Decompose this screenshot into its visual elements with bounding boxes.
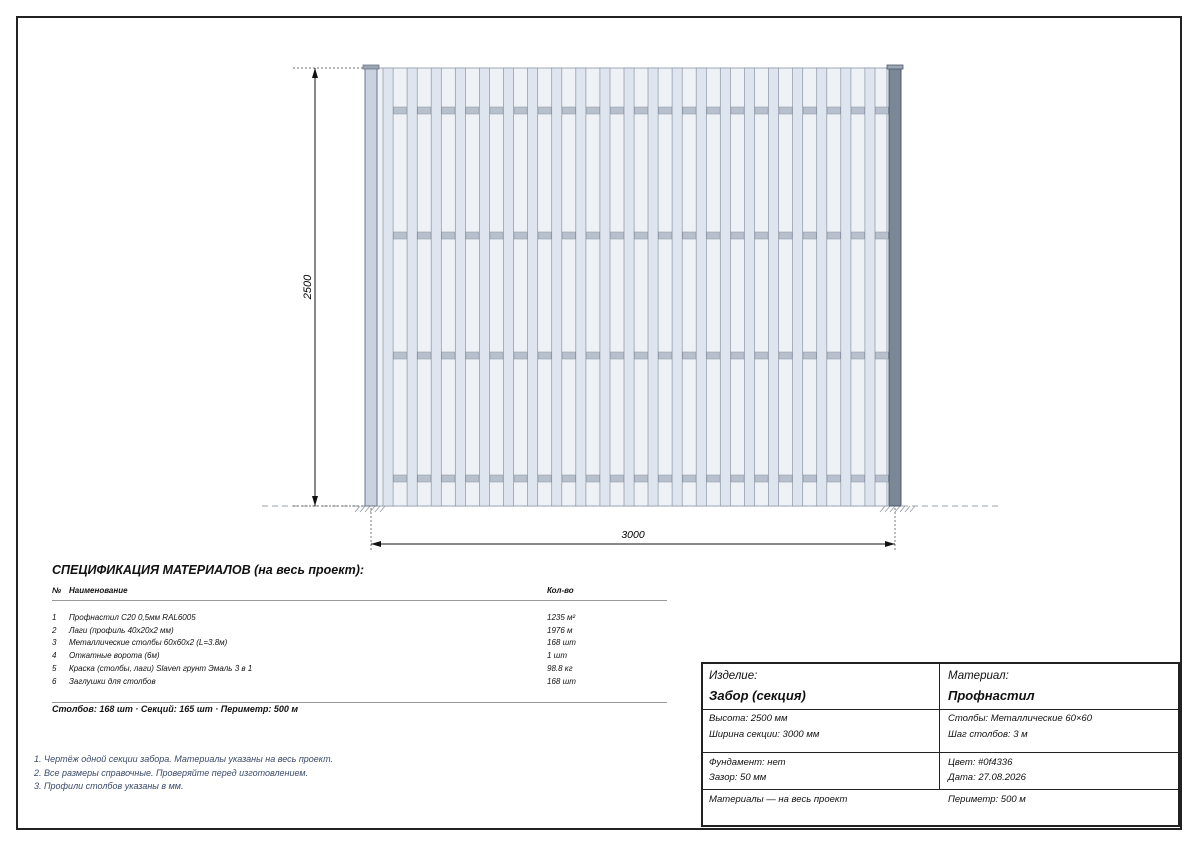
ground-hatch-line [365,506,370,512]
spec-row-name: Металлические столбы 60x60x2 (L=3.8м) [69,638,228,648]
rail-segment [707,232,720,239]
rail-segment [490,475,503,482]
rail-segment [586,107,599,114]
rail-segment [731,107,744,114]
rail-segment [803,232,816,239]
rail-segment [586,475,599,482]
rail-segment [731,352,744,359]
material-value: Профнастил [948,688,1035,703]
rail-segment [876,352,889,359]
ground-hatch-line [380,506,385,512]
picket [407,68,417,506]
table-row [52,662,667,675]
picket [504,68,514,506]
spec-table [52,586,667,688]
spec-header-row [52,586,667,601]
product-value: Забор (секция) [709,688,806,703]
ground-hatch-line [890,506,895,512]
rail-segment [538,352,551,359]
post-left [365,68,377,506]
gap-value: Зазор: 50 мм [709,772,767,783]
width-arrow-right [885,541,895,547]
rail-segment [586,232,599,239]
date-value: Дата: 27.08.2026 [948,772,1026,783]
rail-segment [803,107,816,114]
rail-segment [538,107,551,114]
rail-segment [514,475,527,482]
picket [841,68,851,506]
height-dim-label: 2500 [302,274,314,300]
post-left-cap [363,65,379,69]
rail-segment [611,107,624,114]
rail-segment [779,475,792,482]
rail-segment [827,475,840,482]
rail-segment [562,232,575,239]
picket [696,68,706,506]
rail-segment [851,232,864,239]
product-label: Изделие: [709,670,758,682]
rail-segment [442,352,455,359]
spec-row-no: 2 [52,625,57,635]
rail-segment [635,475,648,482]
picket [431,68,441,506]
rail-segment [851,352,864,359]
picket [769,68,779,506]
rail-segment [779,107,792,114]
rail-segment [827,107,840,114]
rail-segment [490,232,503,239]
rail-segment [538,232,551,239]
rail-segment [418,475,431,482]
rail-segment [635,107,648,114]
spec-row-qty: 1976 м [547,625,573,635]
picket [383,68,393,506]
rail-segment [466,107,479,114]
rail-segment [466,475,479,482]
rail-segment [755,352,768,359]
spec-row-no: 6 [52,676,57,686]
pickets-group [383,68,875,506]
rail-segment [707,475,720,482]
rail-segment [851,107,864,114]
picket [552,68,562,506]
rail-segment [779,352,792,359]
spec-row-no: 5 [52,664,57,674]
rail-segment [514,352,527,359]
title-block-divider [703,789,1178,790]
rail-segment [418,107,431,114]
spec-row-qty: 1 шт [547,651,567,661]
rail-segment [659,475,672,482]
spec-row-name: Лаги (профиль 40x20x2 мм) [69,625,174,635]
ground-hatch-line [880,506,885,512]
ground-hatch-line [375,506,380,512]
width-arrow-left [371,541,381,547]
spec-row-qty: 168 шт [547,676,576,686]
rail-segment [755,475,768,482]
ground-hatch-line [910,506,915,512]
rail-segment [755,232,768,239]
rail-segment [562,352,575,359]
picket [528,68,538,506]
picket [865,68,875,506]
materials-scope: Материалы — на весь проект [709,794,848,805]
picket [455,68,465,506]
posts-value: Столбы: Металлические 60×60 [948,713,1093,724]
table-row [52,637,667,650]
table-row [52,675,667,688]
material-label: Материал: [948,670,1009,682]
rail-segment [876,475,889,482]
ground-hatch-line [895,506,900,512]
spec-row-no: 4 [52,651,57,661]
spec-summary: Столбов: 168 шт · Секций: 165 шт · Периметр: 500 м [52,704,299,714]
rail-segment [442,107,455,114]
spec-row-qty: 98.8 кг [547,664,573,674]
rail-segment [779,232,792,239]
rail-segment [442,232,455,239]
rail-segment [394,475,407,482]
height-arrow-bottom [312,496,318,506]
spec-row-qty: 1235 м² [547,612,576,622]
section-width-value: Ширина секции: 3000 мм [709,729,820,740]
rail-segment [562,475,575,482]
ground-hatch-line [900,506,905,512]
spec-row-name: Откатные ворота (6м) [69,651,160,661]
notes-block [34,753,333,794]
rail-segment [538,475,551,482]
picket [793,68,803,506]
picket [744,68,754,506]
spec-header-name: Наименование [69,586,128,595]
rail-segment [707,352,720,359]
rail-segment [683,475,696,482]
ground-hatch-line [905,506,910,512]
color-value: Цвет: #0f4336 [948,757,1013,768]
height-value: Высота: 2500 мм [709,713,788,724]
title-block-divider-vertical [939,664,940,789]
width-dim-label: 3000 [621,529,645,541]
rail-segment [731,232,744,239]
rail-segment [611,232,624,239]
rail-segment [707,107,720,114]
table-row [52,611,667,624]
height-arrow-top [312,68,318,78]
spec-row-qty: 168 шт [547,638,576,648]
perimeter-value: Периметр: 500 м [948,794,1026,805]
spec-header-qty: Кол-во [547,586,574,595]
rail-segment [514,107,527,114]
post-step-value: Шаг столбов: 3 м [948,729,1028,740]
post-right-cap [887,65,903,69]
rail-segment [490,352,503,359]
picket [720,68,730,506]
rail-segment [827,232,840,239]
rail-segment [611,475,624,482]
rail-segment [803,352,816,359]
rail-segment [635,232,648,239]
spec-header-no: № [52,586,62,595]
picket [600,68,610,506]
ground-hatch [355,506,915,512]
foundation-value: Фундамент: нет [709,757,786,768]
ground-hatch-line [360,506,365,512]
table-row [52,649,667,662]
note-item: 1. Чертёж одной секции забора. Материалы указаны на весь проект. [34,754,334,764]
rail-segment [827,352,840,359]
rail-segment [731,475,744,482]
rail-segment [659,232,672,239]
note-item: 3. Профили столбов указаны в мм. [34,781,184,791]
spec-row-no: 3 [52,638,57,648]
post-right [889,68,901,506]
title-block-divider [703,709,1178,710]
picket [479,68,489,506]
note-item: 2. Все размеры справочные. Проверяйте перед изготовлением. [34,767,309,778]
picket [672,68,682,506]
picket [817,68,827,506]
rail-segment [851,475,864,482]
spec-title: СПЕЦИФИКАЦИЯ МАТЕРИАЛОВ (на весь проект): [52,563,365,577]
rail-segment [394,107,407,114]
rail-segment [659,352,672,359]
rail-segment [394,232,407,239]
title-block [701,662,1180,827]
rail-segment [418,232,431,239]
title-block-divider [703,752,1178,753]
rail-segment [611,352,624,359]
spec-row-name: Заглушки для столбов [69,676,156,686]
rail-segment [490,107,503,114]
rail-segment [876,107,889,114]
rail-segment [442,475,455,482]
rail-segment [562,107,575,114]
rail-segment [683,232,696,239]
spec-row-name: Профнастил С20 0,5мм RAL6005 [69,612,196,622]
picket [648,68,658,506]
ground-hatch-line [885,506,890,512]
rail-segment [635,352,648,359]
rail-segment [683,107,696,114]
rail-segment [659,107,672,114]
rail-segment [514,232,527,239]
picket [576,68,586,506]
rail-segment [394,352,407,359]
rail-segment [586,352,599,359]
rail-segment [876,232,889,239]
rail-segment [466,352,479,359]
rail-segment [466,232,479,239]
spec-row-name: Краска (столбы, лаги) Slaven грунт Эмаль 3 в 1 [69,664,253,674]
spec-separator [52,702,667,703]
rail-segment [683,352,696,359]
rail-segment [803,475,816,482]
ground-hatch-line [355,506,360,512]
table-row [52,624,667,637]
rail-segment [418,352,431,359]
spec-row-no: 1 [52,612,57,622]
picket [624,68,634,506]
rail-segment [755,107,768,114]
